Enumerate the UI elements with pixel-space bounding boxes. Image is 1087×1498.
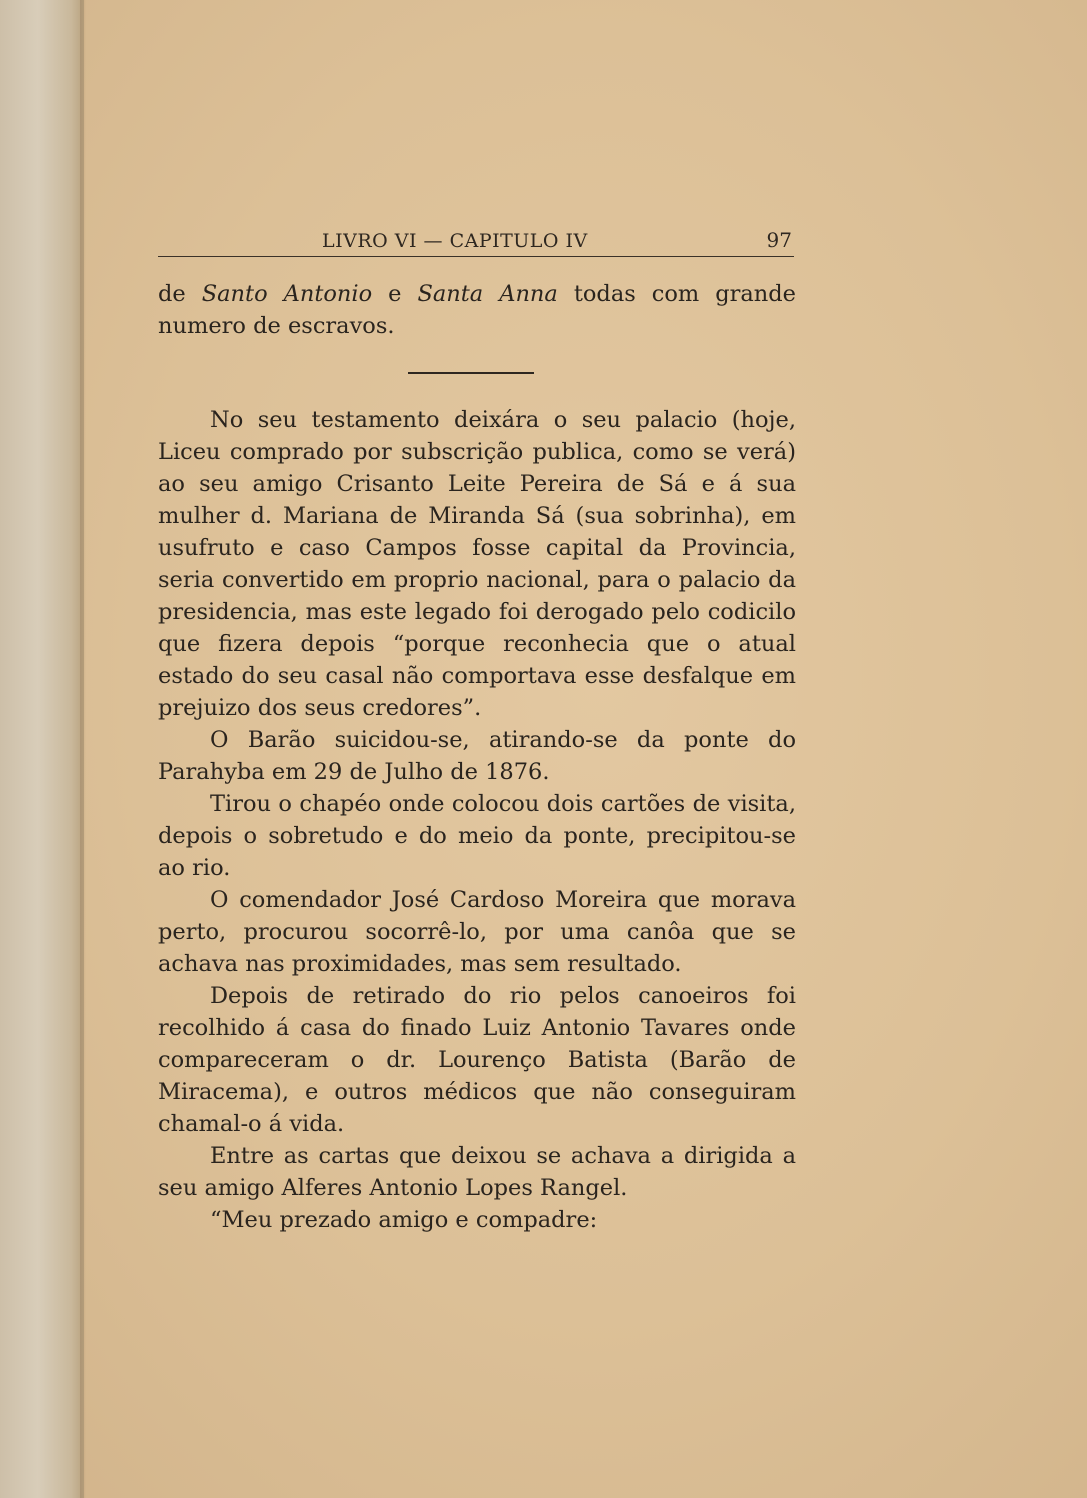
paragraph: Depois de retirado do rio pelos canoeiros foi recolhido á casa do finado Luiz Antonio Tavares onde compareceram o dr. Lourenço Batista (Barão de Miracema), e outros médicos que não conseguiram chamal-o á vida. — [158, 983, 796, 1137]
text-segment: todas com grande numero de escravos. — [158, 281, 796, 339]
book-spine — [0, 0, 84, 1498]
continued-paragraph — [158, 278, 796, 342]
paragraph: “Meu prezado amigo e compadre: — [210, 1207, 598, 1233]
paragraph: Entre as cartas que deixou se achava a dirigida a seu amigo Alferes Antonio Lopes Rangel. — [158, 1143, 796, 1201]
spine-shadow — [80, 0, 86, 1498]
page-number: 97 — [766, 228, 792, 252]
section-separator — [408, 372, 534, 374]
text-segment: de — [158, 281, 202, 307]
running-title: LIVRO VI — CAPITULO IV — [322, 230, 588, 252]
italic-place-name: Santa Anna — [417, 281, 558, 307]
body-text — [158, 404, 796, 1236]
running-header — [158, 226, 794, 257]
paragraph: Tirou o chapéo onde colocou dois cartões de visita, depois o sobretudo e do meio da ponte, precipitou-se ao rio. — [158, 791, 796, 881]
paragraph: O comendador José Cardoso Moreira que morava perto, procurou socorrê-lo, por uma canôa que se achava nas proximidades, mas sem resultado. — [158, 887, 796, 977]
text-segment: e — [372, 281, 418, 307]
italic-place-name: Santo Antonio — [201, 281, 373, 307]
paragraph: No seu testamento deixára o seu palacio (hoje, Liceu comprado por subscrição publica, como se verá) ao seu amigo Crisanto Leite Pereira de Sá e á sua mulher d. Mariana de Miranda Sá (sua sobrinha), em usufruto e caso Campos fosse capital da Provincia, seria convertido em proprio nacional, para o palacio da presidencia, mas este legado foi derogado pelo codicilo que fizera depois “porque reconhecia que o atual estado do seu casal não comportava esse desfalque em prejuizo dos seus credores”. — [158, 407, 796, 721]
paragraph: O Barão suicidou-se, atirando-se da ponte do Parahyba em 29 de Julho de 1876. — [158, 727, 796, 785]
